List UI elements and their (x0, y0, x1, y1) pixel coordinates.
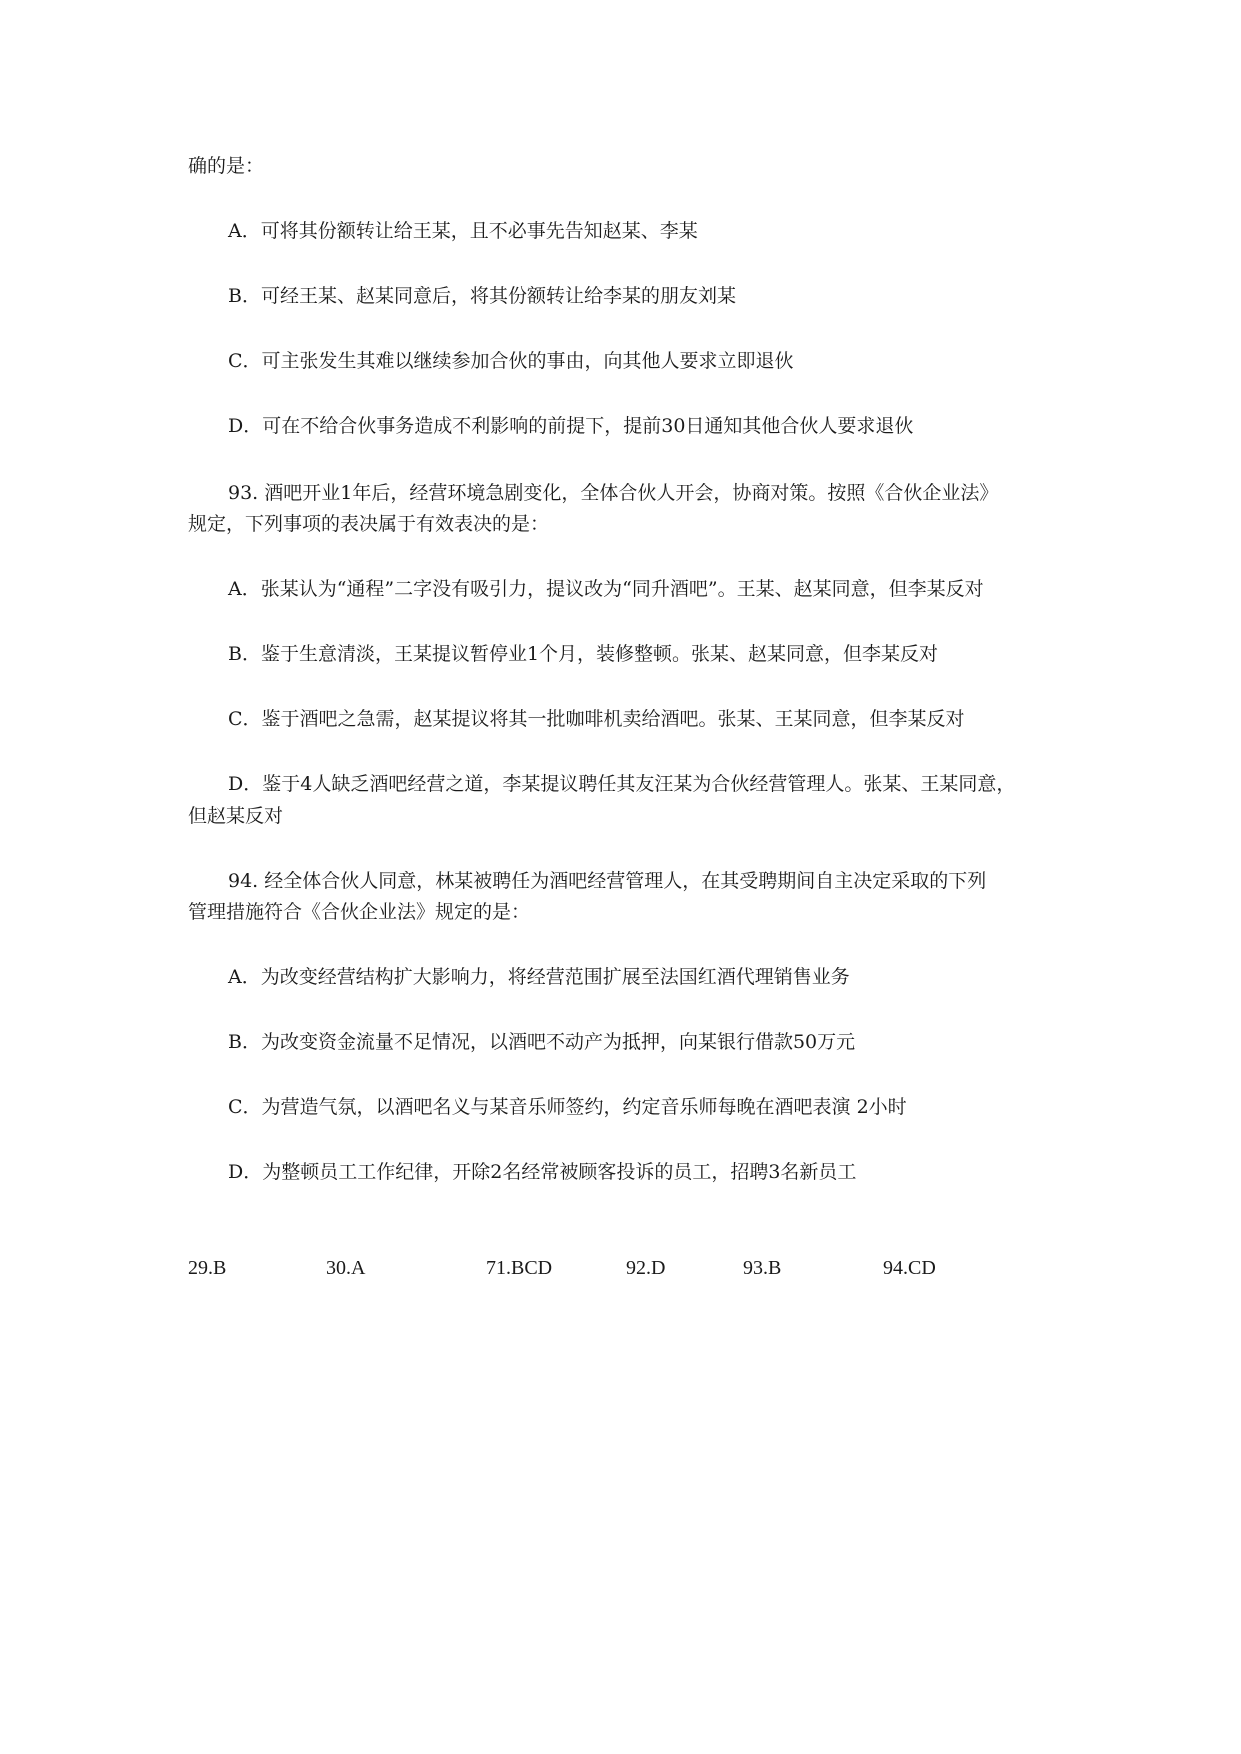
question-94-stem: 94. 经全体合伙人同意，林某被聘任为酒吧经营管理人，在其受聘期间自主决定采取的下列 (228, 870, 987, 892)
question-92-stem-tail: 确的是： (188, 155, 265, 177)
question-92-option-b: B．可经王某、赵某同意后，将其份额转让给李某的朋友刘某 (228, 285, 736, 307)
question-94-option-c: C．为营造气氛，以酒吧名义与某音乐师签约，约定音乐师每晚在酒吧表演 2小时 (228, 1096, 907, 1118)
question-93-stem-cont: 规定，下列事项的表决属于有效表决的是： (188, 513, 550, 535)
question-92-option-d: D．可在不给合伙事务造成不利影响的前提下，提前30日通知其他合伙人要求退伙 (228, 415, 914, 437)
answer-29: 29.B (188, 1257, 227, 1279)
answer-92: 92.D (626, 1257, 666, 1279)
question-94-option-b: B．为改变资金流量不足情况，以酒吧不动产为抵押，向某银行借款50万元 (228, 1031, 856, 1053)
answer-71: 71.BCD (486, 1257, 553, 1279)
question-93-option-d-cont: 但赵某反对 (188, 805, 284, 827)
question-92-option-c: C．可主张发生其难以继续参加合伙的事由，向其他人要求立即退伙 (228, 350, 794, 372)
question-92-option-a: A．可将其份额转让给王某，且不必事先告知赵某、李某 (228, 220, 698, 242)
question-93-option-b: B．鉴于生意清淡，王某提议暂停业1个月，装修整顿。张某、赵某同意，但李某反对 (228, 643, 939, 665)
question-94-stem-cont: 管理措施符合《合伙企业法》规定的是： (188, 901, 531, 923)
answer-93: 93.B (743, 1257, 782, 1279)
question-93-option-d: D．鉴于4人缺乏酒吧经营之道，李某提议聘任其友汪某为合伙经营管理人。张某、王某同意， (228, 773, 1016, 795)
question-94-option-d: D．为整顿员工工作纪律，开除2名经常被顾客投诉的员工，招聘3名新员工 (228, 1161, 857, 1183)
answer-94: 94.CD (883, 1257, 936, 1279)
question-94-option-a: A．为改变经营结构扩大影响力，将经营范围扩展至法国红酒代理销售业务 (228, 966, 850, 988)
question-93-stem: 93. 酒吧开业1年后，经营环境急剧变化，全体合伙人开会，协商对策。按照《合伙企业法》 (228, 482, 999, 504)
question-93-option-c: C．鉴于酒吧之急需，赵某提议将其一批咖啡机卖给酒吧。张某、王某同意，但李某反对 (228, 708, 965, 730)
question-93-option-a: A．张某认为“通程”二字没有吸引力，提议改为“同升酒吧”。王某、赵某同意，但李某反对 (228, 578, 984, 600)
answer-30: 30.A (326, 1257, 366, 1279)
